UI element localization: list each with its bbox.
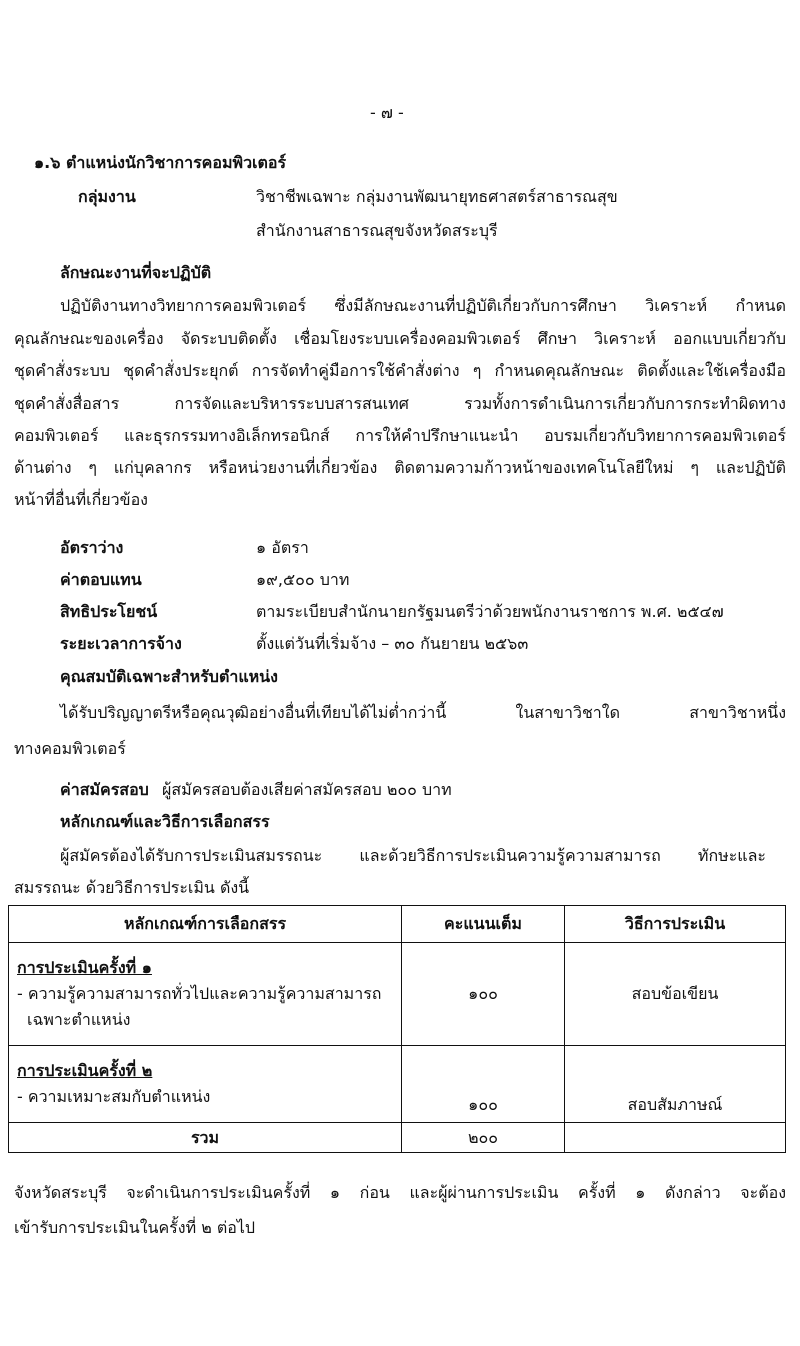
criteria-item: - ความเหมาะสมกับตำแหน่ง (17, 1087, 211, 1106)
group-label: กลุ่มงาน (78, 187, 136, 206)
detail-label-salary: ค่าตอบแทน (60, 570, 142, 589)
selection-line: ผู้สมัครต้องได้รับการประเมินสมรรถนะ และด้วยวิธีการประเมินความรู้ความสามารถ ทักษะและ (60, 846, 766, 865)
table-header: หลักเกณฑ์การเลือกสรร (9, 906, 402, 943)
selection-criteria-table (8, 905, 786, 1153)
duties-line: ชุดคำสั่งระบบ ชุดคำสั่งประยุกต์ การจัดทำคู่มือการใช้คำสั่งต่าง ๆ กำหนดคุณลักษณะ ติดตั้งและใช้เครื่องมือ (14, 361, 786, 380)
detail-label-vacancy: อัตราว่าง (60, 538, 124, 557)
table-header: คะแนนเต็ม (402, 906, 565, 943)
round-title: การประเมินครั้งที่ ๒ (17, 1061, 153, 1080)
criteria-item: - ความรู้ความสามารถทั่วไปและความรู้ความสามารถ (17, 984, 382, 1003)
fee-value: ผู้สมัครสอบต้องเสียค่าสมัครสอบ ๒๐๐ บาท (162, 780, 452, 799)
group-value: วิชาชีพเฉพาะ กลุ่มงานพัฒนายุทธศาสตร์สาธารณสุข (256, 187, 618, 206)
criteria-item-cont: เฉพาะตำแหน่ง (27, 1010, 131, 1029)
assessment-method: สอบข้อเขียน (565, 943, 786, 1046)
full-score: ๑๐๐ (402, 1046, 565, 1123)
selection-title: หลักเกณฑ์และวิธีการเลือกสรร (60, 812, 270, 831)
selection-line2: สมรรถนะ ด้วยวิธีการประเมิน ดังนี้ (14, 878, 250, 897)
fee-label: ค่าสมัครสอบ (60, 780, 149, 799)
detail-value-benefits: ตามระเบียบสำนักนายกรัฐมนตรีว่าด้วยพนักงานราชการ พ.ศ. ๒๕๔๗ (256, 602, 724, 621)
duties-line: ชุดคำสั่งสื่อสาร การจัดและบริหารระบบสารสนเทศ รวมทั้งการดำเนินการเกี่ยวกับการกระทำผิดทาง (14, 394, 786, 413)
total-score: ๒๐๐ (402, 1123, 565, 1153)
table-total-row (9, 1123, 786, 1153)
duties-line: ปฏิบัติงานทางวิทยาการคอมพิวเตอร์ ซึ่งมีลักษณะงานที่ปฏิบัติเกี่ยวกับการศึกษา วิเคราะห์ กำหนด (60, 296, 786, 315)
detail-value-salary: ๑๙,๕๐๐ บาท (256, 570, 350, 589)
duties-line: ด้านต่าง ๆ แก่บุคลากร หรือหน่วยงานที่เกี่ยวข้อง ติดตามความก้าวหน้าของเทคโนโลยีใหม่ ๆ และปฏิบัติ (14, 458, 786, 477)
qualification-line2: ทางคอมพิวเตอร์ (14, 739, 126, 758)
detail-label-benefits: สิทธิประโยชน์ (60, 602, 158, 621)
duties-line: หน้าที่อื่นที่เกี่ยวข้อง (14, 490, 148, 509)
table-row (9, 1046, 786, 1123)
group-value-line2: สำนักงานสาธารณสุขจังหวัดสระบุรี (256, 221, 498, 240)
total-label: รวม (9, 1123, 402, 1153)
footer-line2: เข้ารับการประเมินในครั้งที่ ๒ ต่อไป (14, 1218, 256, 1237)
detail-value-vacancy: ๑ อัตรา (256, 538, 309, 557)
table-header: วิธีการประเมิน (565, 906, 786, 943)
detail-value-period: ตั้งแต่วันที่เริ่มจ้าง – ๓๐ กันยายน ๒๕๖๓ (256, 634, 529, 653)
table-row (9, 943, 786, 1046)
duties-title: ลักษณะงานที่จะปฏิบัติ (60, 263, 212, 282)
assessment-method: สอบสัมภาษณ์ (565, 1046, 786, 1123)
duties-line: คุณลักษณะของเครื่อง จัดระบบติดตั้ง เชื่อมโยงระบบเครื่องคอมพิวเตอร์ ศึกษา วิเคราะห์ ออกแบบเกี่ยวกับ (14, 329, 786, 348)
section-heading: ๑.๖ ตำแหน่งนักวิชาการคอมพิวเตอร์ (34, 153, 287, 172)
full-score: ๑๐๐ (402, 943, 565, 1046)
page-number: - ๗ - (370, 103, 404, 122)
qualification-title: คุณสมบัติเฉพาะสำหรับตำแหน่ง (60, 667, 278, 686)
detail-label-period: ระยะเวลาการจ้าง (60, 634, 182, 653)
qualification-line: ได้รับปริญญาตรีหรือคุณวุฒิอย่างอื่นที่เทียบได้ไม่ต่ำกว่านี้ ในสาขาวิชาใด สาขาวิชาหนึ่ง (60, 703, 786, 722)
duties-line: คอมพิวเตอร์ และธุรกรรมทางอิเล็กทรอนิกส์ การให้คำปรึกษาแนะนำ อบรมเกี่ยวกับวิทยาการคอมพิวเตอร์ (14, 426, 786, 445)
round-title: การประเมินครั้งที่ ๑ (17, 958, 152, 977)
footer-line: จังหวัดสระบุรี จะดำเนินการประเมินครั้งที่ ๑ ก่อน และผู้ผ่านการประเมิน ครั้งที่ ๑ ดังกล่าว จะต้อง (14, 1183, 786, 1202)
